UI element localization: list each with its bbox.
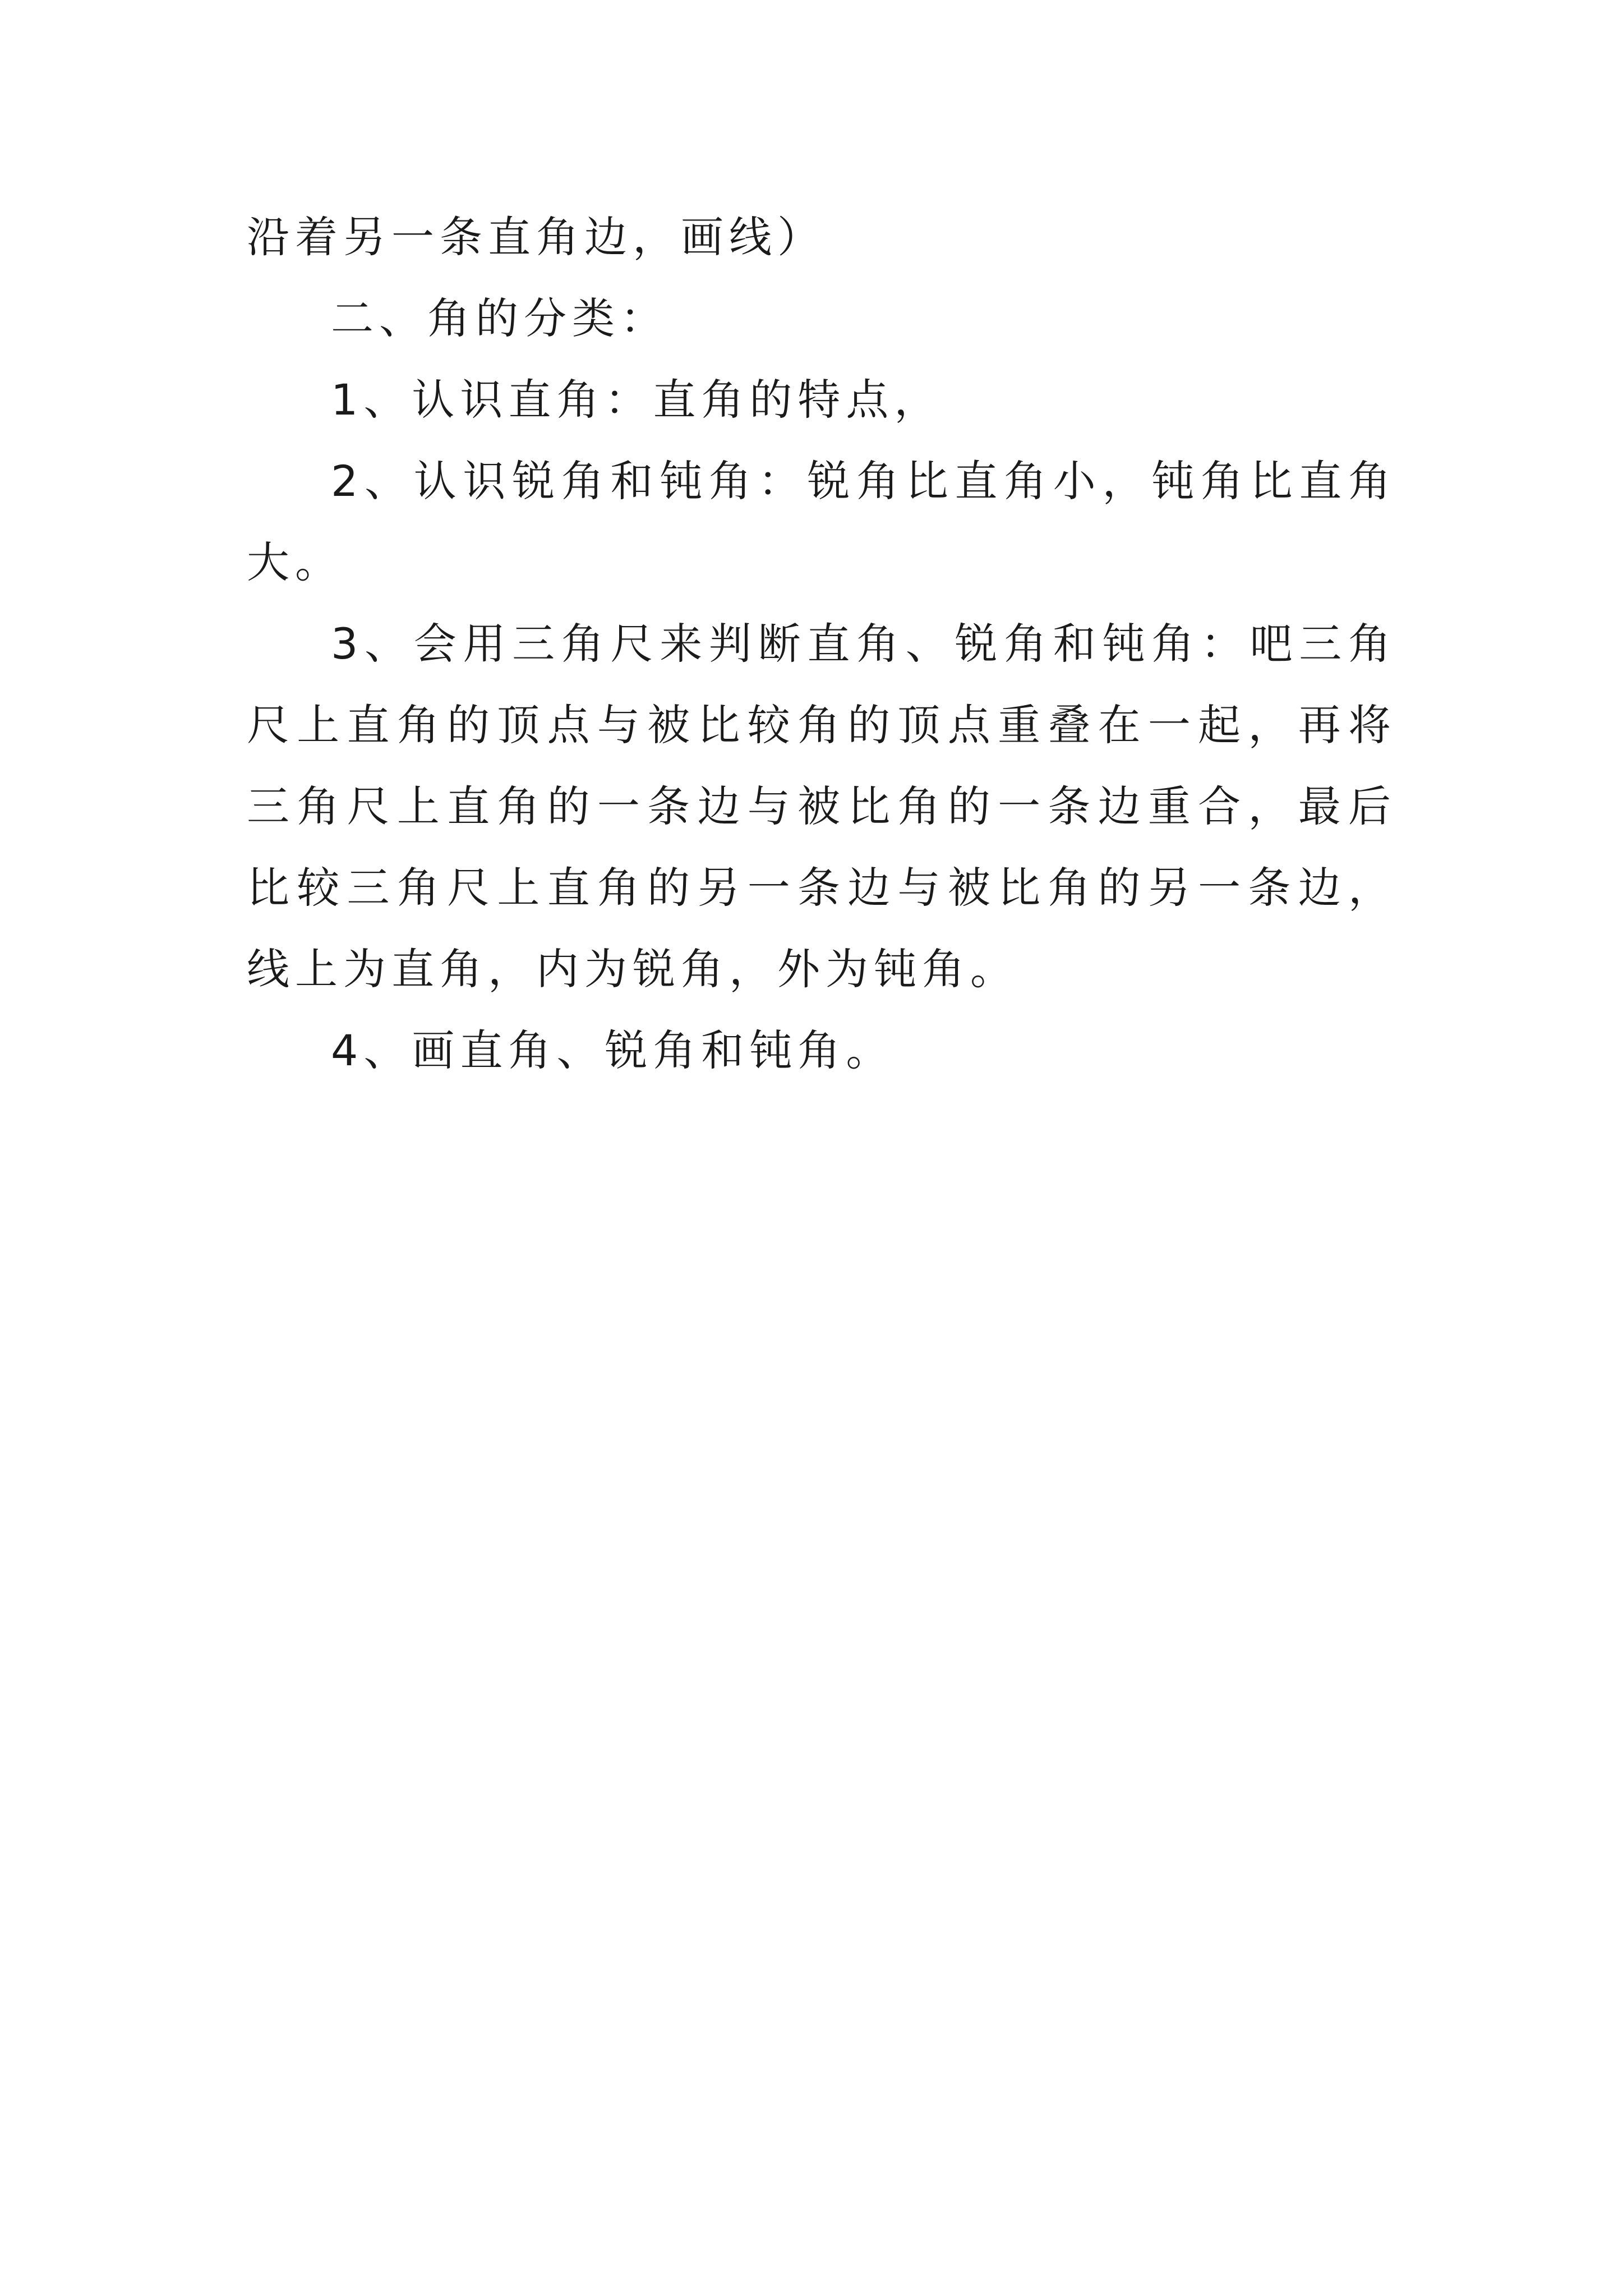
paragraph-continuation: 沿着另一条直角边，画线） [247, 212, 826, 262]
section-heading-angle-classification: 二、角的分类： [331, 293, 668, 343]
list-item-triangle-ruler-method: 3、会用三角尺来判断直角、锐角和钝角：吧三角尺上直角的顶点与被比较角的顶点重叠在一起，再将三角尺上直角的一条边与被比角的一条边重合，最后比较三角尺上直角的另一条边与被比角的另一条边，线上为直角，内为锐角，外为钝角。 [247, 619, 1396, 994]
list-item-draw-angles: 4、画直角、锐角和钝角。 [331, 1025, 895, 1075]
list-item-acute-obtuse: 2、认识锐角和钝角：锐角比直角小，钝角比直角大。 [247, 456, 1396, 587]
document-body [247, 196, 1396, 1091]
list-item-right-angle: 1、认识直角：直角的特点， [331, 375, 943, 425]
